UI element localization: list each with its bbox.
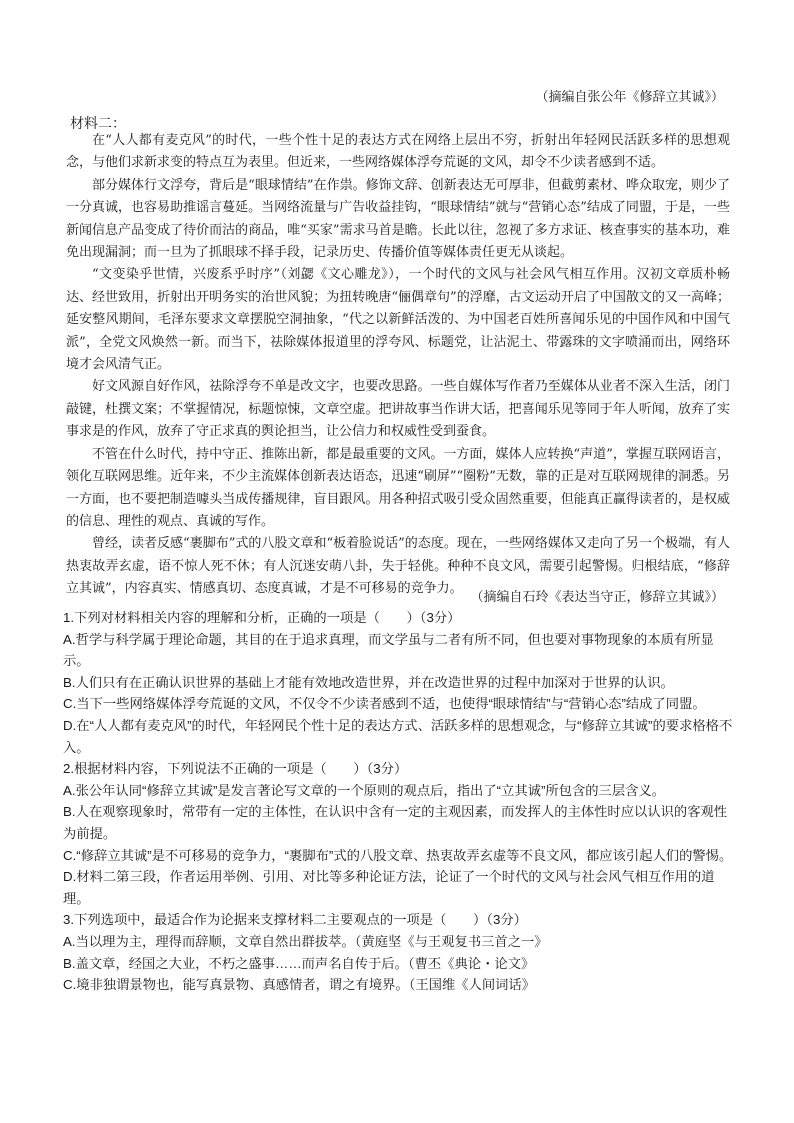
question-stem: 1.下列对材料相关内容的理解和分析，正确的一项是（ ）（3分）: [63, 610, 461, 625]
option-a: A.哲学与科学属于理论命题，其目的在于追求真理，而文学虽与二者有所不同，但也要对事物现象的本质有所显示。: [63, 631, 714, 669]
option-a: A.张公年认同“修辞立其诚”是发言著论写文章的一个原则的观点后，指出了“立其诚”所包含的三层含义。: [63, 782, 666, 798]
option-c: C.当下一些网络媒体浮夸荒诞的文风，不仅令不少读者感到不适，也使得“眼球情结”与“营销心态”结成了同盟。: [63, 696, 706, 712]
question-3: [63, 909, 733, 995]
paragraph: 部分媒体行文浮夸，背后是“眼球情结”在作祟。修饰文辞、创新表达无可厚非，但截剪素材、哗众取宠，则少了一分真诚，也容易助推谣言蔓延。当网络流量与广告收益挂钩，“眼球情结”就与“营销心态”结成了同盟，于是，一些新闻信息产品变成了待价而沽的商品，唯“买家”需求马首是瞻。长此以往，忽视了多方求证、核查事实的基本功，难免出现漏洞；而一旦为了抓眼球不择手段，记录历史、传播价值等媒体责任更无从谈起。: [66, 177, 730, 261]
question-section: [63, 607, 733, 996]
option-c: C.境非独谓景物也，能写真景物、真感情者，谓之有境界。（王国维《人间词话》: [63, 977, 536, 993]
paragraph: 曾经，读者反感“裹脚布”式的八股文章和“板着脸说话”的态度。现在，一些网络媒体又走向了另一个极端，有人热衷故弄玄虚，语不惊人死不休；有人沉迷安萌八卦，失于轻佻。种种不良文风，需要引起警惕。归根结底，“修辞立其诚”，内容真实、情感真切、态度真诚，才是不可移易的竞争力。: [66, 536, 730, 597]
question-stem: 2.根据材料内容，下列说法不正确的一项是（ ）（3分）: [63, 761, 408, 777]
option-d: D.在“人人都有麦克风”的时代，年轻网民个性十足的表达方式、活跃多样的思想观念，与“修辞立其诚”的要求格格不入。: [63, 717, 733, 755]
paragraph: 好文风源自好作风，祛除浮夸不单是改文字，也要改思路。一些自媒体写作者乃至媒体从业者不深入生活，闭门敲键，杜撰文案；不掌握情况，标题惊悚，文章空虚。把讲故事当作讲大话，把喜闻乐见等同于年人听闻，放弃了实事求是的作风，放弃了守正求真的舆论担当，让公信力和权威性受到蚕食。: [66, 379, 730, 440]
source-citation-top: （摘编自张公年《修辞立其诚》）: [535, 90, 724, 105]
paragraph: 在“人人都有麦克风”的时代，一些个性十足的表达方式在网络上层出不穷，折射出年轻网民活跃多样的思想观念，与他们求新求变的特点互为表里。但近来，一些网络媒体浮夸荒诞的文风，却令不少读者感到不适。: [66, 133, 730, 171]
paragraph: 不管在什么时代，持中守正、推陈出新，都是最重要的文风。一方面，媒体人应转换“声道”，掌握互联网语言，领化互联网思维。近年来，不少主流媒体创新表达语态，迅速“刷屏”“圈粉”无数，靠的正是对互联网规律的洞悉。另一方面，也不要把制造噱头当成传播规律，盲目跟风。用各种招式吸引受众固然重要，但能真正赢得读者的，是权威的信息、理性的观点、真诚的写作。: [66, 446, 730, 529]
paragraph: “文变染乎世情，兴废系乎时序”（刘勰《文心雕龙》），一个时代的文风与社会风气相互作用。汉初文章质朴畅达、经世致用，折射出开明务实的治世风貌；为扭转晚唐“俪偶章句”的浮靡，古文运动开启了中国散文的又一高峰；延安整风期间，毛泽东要求文章摆脱空洞抽象，“代之以新鲜活泼的、为中国老百姓所喜闻乐见的中国作风和中国气派”，全党文风焕然一新。而当下，祛除媒体报道里的浮夸风、标题党，让沾泥土、带露珠的文字喷涌而出，网络环境才会风清气正。: [66, 267, 730, 373]
option-a: A.当以理为主，理得而辞顺，文章自然出群拔萃。（黄庭坚《与王观复书三首之一》: [63, 933, 548, 949]
option-b: B.人们只有在正确认识世界的基础上才能有效地改造世界，并在改造世界的过程中加深对于世界的认识。: [63, 674, 674, 690]
question-1: [63, 607, 733, 758]
question-2: [63, 758, 733, 909]
option-d: D.材料二第三段，作者运用举例、引用、对比等多种论证方法，论证了一个时代的文风与社会风气相互作用的道理。: [63, 869, 715, 906]
question-stem: 3.下列选项中，最适合作为论据来支撑材料二主要观点的一项是（ ）（3分）: [63, 912, 527, 928]
material-two-body: [66, 130, 730, 601]
option-b: B.人在观察现象时，常带有一定的主体性，在认识中含有一定的主观因素，而发挥人的主体性时应以认识的客观性为前提。: [63, 804, 728, 841]
option-b: B.盖文章，经国之大业，不朽之盛事……而声名自传于后。（曹丕《典论・论文》: [63, 955, 535, 971]
option-c: C.“修辞立其诚”是不可移易的竞争力，“裹脚布”式的八股文章、热衷故弄玄虚等不良文风，都应该引起人们的警惕。: [63, 847, 733, 863]
source-citation-bottom: （摘编自石玲《表达当守正，修辞立其诚》）: [470, 590, 724, 605]
material-two-title: 材料二：: [70, 116, 126, 132]
